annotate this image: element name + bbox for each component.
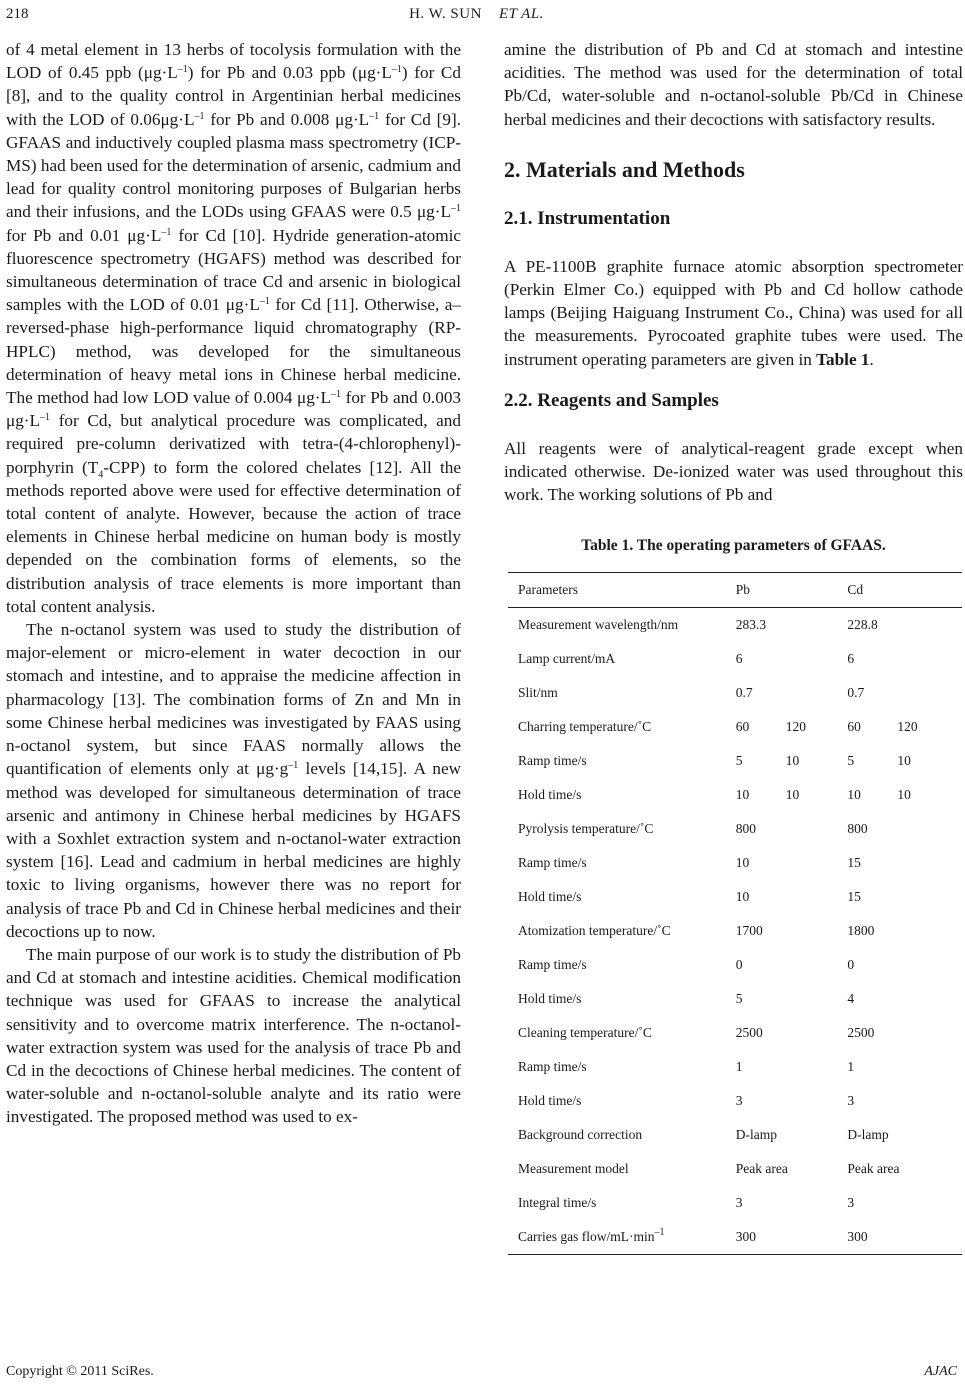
table-cell: Cleaning temperature/˚C xyxy=(518,1025,652,1041)
table-row xyxy=(508,1050,962,1084)
table-cell: 5 xyxy=(735,991,743,1007)
journal-abbreviation: AJAC xyxy=(924,1364,957,1379)
table-cell: Measurement wavelength/nm xyxy=(518,617,679,633)
table-row xyxy=(508,710,962,744)
table-cell: 0.7 xyxy=(847,685,865,701)
page-header xyxy=(6,6,947,30)
paragraph-main-purpose: The main purpose of our work is to study the distribution of Pb and Cd at stomach and intestine acidities. Chemical modification technique was used for GFAAS to increase the analytical sensitivity and to overcome matrix interference. The n-octanol-water extraction system was used for the analysis of trace Pb and Cd in the decoctions of Chinese herbal medicines. The content of water-soluble and n-octanol-soluble analyte and its ratio were investigated. The proposed method was used to ex- xyxy=(6,944,461,1127)
table-cell: 10 10 xyxy=(847,787,911,803)
table-cell: D-lamp xyxy=(735,1127,778,1143)
table-cell: 3 xyxy=(847,1093,855,1109)
table-cell: 2500 xyxy=(847,1025,875,1041)
table-row xyxy=(508,1152,962,1186)
table-cell: Ramp time/s xyxy=(518,957,587,973)
table-cell: Hold time/s xyxy=(518,991,582,1007)
table-cell: Hold time/s xyxy=(518,787,582,803)
table-cell: 2500 xyxy=(735,1025,763,1041)
table-cell: 800 xyxy=(847,821,868,837)
table-cell: Ramp time/s xyxy=(518,753,587,769)
table-row xyxy=(508,1186,962,1220)
right-column xyxy=(504,38,963,1255)
running-head-et-al: ET AL. xyxy=(498,6,544,22)
table-cell: 60 120 xyxy=(847,719,918,735)
table-row xyxy=(508,778,962,812)
table-cell: 60 120 xyxy=(735,719,807,735)
table-cell: 15 xyxy=(847,889,861,905)
table-cell: 1700 xyxy=(735,923,763,939)
table-cell: 0 xyxy=(735,957,743,973)
table-cell: 6 xyxy=(735,651,743,667)
table-cell: Hold time/s xyxy=(518,1093,582,1109)
table-caption: Table 1. The operating parameters of GFAAS. xyxy=(581,537,886,555)
table-header-row xyxy=(508,572,962,607)
table-cell: 10 10 xyxy=(735,787,800,803)
table-row xyxy=(508,948,962,982)
table-cell: 800 xyxy=(735,821,757,837)
table-cell: 3 xyxy=(735,1093,743,1109)
table-cell: D-lamp xyxy=(847,1127,889,1143)
copyright-notice: Copyright © 2011 SciRes. xyxy=(6,1364,154,1379)
paragraph-lod-review: of 4 metal element in 13 herbs of tocolysis formulation with the LOD of 0.45 ppb $(\mu g\cdot L^{-1})$ for Pb and 0.03 ppb $(\mu g\cdot L^{-1})$ for Cd [8], and to the quality control in Argentinian herbal medicines with the LOD of $0.06\mu g\cdot L^{-1}$ for Pb and 0.008 $\mu g\cdot L^{-1}$ for Cd [9]. GFAAS and inductively coupled plasma mass spectrometry (ICP-MS) had been used for the determination of arsenic, cadmium and lead for quality control monitoring purposes of Bulgarian herbs and their infusions, and the LODs using GFAAS were 0.5 $\mu g\cdot L^{-1}$ for Pb and 0.01 $\mu g\cdot L^{-1}$ for Cd [10]. Hydride generation-atomic fluorescence spectrometry (HGAFS) method was described for simultaneous determination of trace Cd and arsenic in biological samples with the LOD of 0.01 $\mu g\cdot L^{-1}$ for Cd [11]. Otherwise, a–reversed-phase high-performance liquid chromatography (RP-HPLC) method, was developed for the simultaneous determination of heavy metal ions in Chinese herbal medicine. The method had low LOD value of 0.004 $\mu g\cdot L^{-1}$ for Pb and 0.003 $\mu g\cdot L^{-1}$ for Cd, but analytical procedure was complicated, and required pre-column derivatized with tetra-(4-chlorophenyl)-porphyrin $(T_4-CPP)$ to form the colored chelates [12]. All the methods reported above were used for effective determination of total content of analyte. However, because the action of trace elements in Chinese herbal medicine on human body is mostly depended on the combination forms of elements, so the distribution analysis of trace elements is more important than total content analysis. xyxy=(6,40,462,616)
running-head xyxy=(6,6,947,23)
table-row xyxy=(508,1016,962,1050)
table-cell: 3 xyxy=(847,1195,855,1211)
table-cell: Hold time/s xyxy=(518,889,582,905)
table-cell: Measurement model xyxy=(518,1161,629,1177)
table-row xyxy=(508,1084,962,1118)
table-cell: Charring temperature/˚C xyxy=(518,719,652,735)
table-cell: 228.8 xyxy=(847,617,878,633)
table-body xyxy=(508,607,962,1220)
table-row xyxy=(508,642,962,676)
table-cell: Slit/nm xyxy=(518,685,558,701)
table-row xyxy=(508,607,962,642)
paragraph-reagents: All reagents were of analytical-reagent grade except when indicated otherwise. De-ionized water was used throughout this work. The working solutions of Pb and xyxy=(504,438,963,505)
parameters-table xyxy=(508,572,962,1255)
subsection-heading-instrumentation: 2.1. Instrumentation xyxy=(504,207,671,229)
table-cell: 10 xyxy=(735,889,750,905)
table-cell: 1800 xyxy=(847,923,875,939)
table-cell: Integral time/s xyxy=(518,1195,597,1211)
table-cell: Ramp time/s xyxy=(518,1059,587,1075)
subsection-heading-reagents: 2.2. Reagents and Samples xyxy=(504,389,719,411)
table-row xyxy=(508,744,962,778)
table-cell: 300 xyxy=(726,1220,838,1255)
paragraph-instrumentation: A PE-1100B graphite furnace atomic absorption spectrometer (Perkin Elmer Co.) equipped with Pb and Cd hollow cathode lamps (Beijing Haiguang Instrument Co., China) was used for all the measurements. Pyrocoated graphite tubes were used. The instrument operating parameters are given in Table 1. xyxy=(504,256,963,369)
table-cell: Pyrolysis temperature/˚C xyxy=(518,821,654,837)
table-row xyxy=(508,846,962,880)
table-cell: Peak area xyxy=(735,1161,788,1177)
section-heading-materials-methods: 2. Materials and Methods xyxy=(504,156,745,182)
table-header-cell: Cd xyxy=(837,572,962,607)
table-cell: 5 10 xyxy=(847,753,911,769)
running-head-authors: H. W. SUN xyxy=(409,6,482,22)
table-cell: Background correction xyxy=(518,1127,643,1143)
table-header-cell: Pb xyxy=(726,572,838,607)
table-cell: 1 xyxy=(847,1059,855,1075)
table-header-cell: Parameters xyxy=(508,572,726,607)
table-row xyxy=(508,1118,962,1152)
table-cell: 5 10 xyxy=(735,753,800,769)
table-cell: Lamp current/mA xyxy=(518,651,616,667)
table-cell: Peak area xyxy=(847,1161,900,1177)
table-row xyxy=(508,1220,962,1255)
table-row xyxy=(508,812,962,846)
table-cell: 10 xyxy=(735,855,750,871)
table-cell: 4 xyxy=(847,991,855,1007)
left-column xyxy=(6,38,461,1129)
table-cell: 0 xyxy=(847,957,855,973)
table-cell: 3 xyxy=(735,1195,743,1211)
table-row xyxy=(508,914,962,948)
page-number: 218 xyxy=(6,6,29,22)
paragraph-intro-continued: amine the distribution of Pb and Cd at stomach and intestine acidities. The method was used for the determination of total Pb/Cd, water-soluble and n-octanol-soluble Pb/Cd in Chinese herbal medicines and their decoctions with satisfactory results. xyxy=(504,40,963,129)
table-row xyxy=(508,676,962,710)
table-cell: 283.3 xyxy=(735,617,767,633)
table-cell: 15 xyxy=(847,855,861,871)
table-cell: 300 xyxy=(837,1220,962,1255)
table-cell: Ramp time/s xyxy=(518,855,587,871)
table-reference: Table 1 xyxy=(816,349,870,369)
table-row xyxy=(508,982,962,1016)
table-cell: Atomization temperature/˚C xyxy=(518,923,671,939)
table-cell: 0.7 xyxy=(735,685,753,701)
table-cell: 6 xyxy=(847,651,855,667)
paragraph-n-octanol-system: The n-octanol system was used to study the distribution of major-element or micro-element in water decoction in our stomach and intestine, and to appraise the medicine affection in pharmacology [13]. The combination forms of Zn and Mn in some Chinese herbal medicines was investigated by FAAS using n-octanol system, but since FAAS normally allows the quantification of elements only at $\mu g\cdot g^{-1}$ levels [14,15]. A new method was developed for simultaneous determination of trace arsenic and antimony in Chinese herbal medicines by HGAFS with a Soxhlet extraction system and n-octanol-water extraction system [16]. Lead and cadmium in herbal medicines are highly toxic to living organisms, however there was no report for analysis of trace Pb and Cd in Chinese herbal medicines and their decoctions up to now. xyxy=(6,620,461,941)
table-cell: Carries gas flow/$mL\cdot\min^{-1}$ xyxy=(508,1220,726,1255)
table-cell: 1 xyxy=(735,1059,743,1075)
table-row xyxy=(508,880,962,914)
